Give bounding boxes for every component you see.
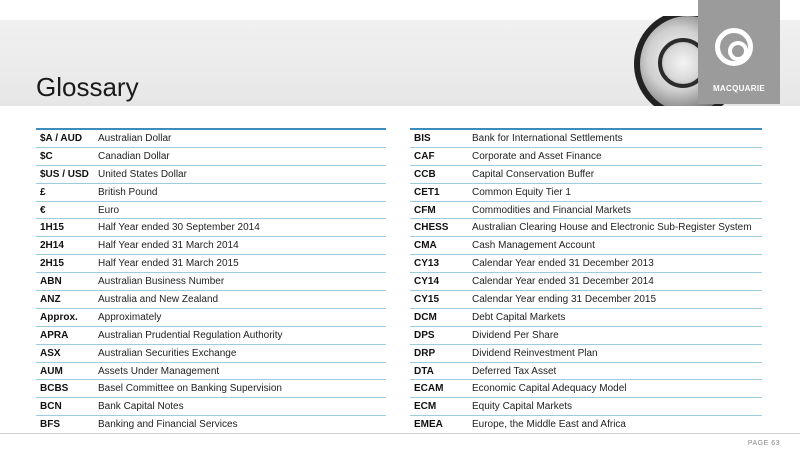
glossary-term: CHESS	[414, 222, 449, 234]
glossary-term: CFM	[414, 204, 436, 216]
glossary-row	[36, 166, 386, 184]
glossary-definition: Assets Under Management	[98, 365, 220, 377]
glossary-row	[36, 345, 386, 363]
glossary-term: CY14	[414, 276, 440, 288]
glossary-term: CY13	[414, 258, 440, 270]
glossary-term: BCN	[40, 401, 62, 413]
glossary-definition: Bank for International Settlements	[472, 132, 623, 144]
glossary-definition: Australia and New Zealand	[98, 293, 219, 305]
logo-icon	[715, 28, 753, 66]
glossary-term: 2H14	[40, 240, 64, 252]
glossary-definition: Equity Capital Markets	[472, 401, 573, 413]
glossary-row	[410, 237, 762, 255]
glossary-term: £	[40, 186, 46, 198]
glossary-row	[410, 380, 762, 398]
glossary-row	[410, 166, 762, 184]
glossary-term: AUM	[40, 365, 63, 377]
glossary-row	[410, 398, 762, 416]
glossary-row	[410, 219, 762, 237]
glossary-term: APRA	[40, 329, 69, 341]
glossary-row	[410, 363, 762, 381]
glossary-term: DRP	[414, 347, 436, 359]
glossary-term: CY15	[414, 293, 440, 305]
glossary-definition: Calendar Year ended 31 December 2013	[472, 258, 654, 270]
glossary-term: 1H15	[40, 222, 64, 234]
glossary-definition: Bank Capital Notes	[98, 401, 184, 413]
glossary-definition: Common Equity Tier 1	[472, 186, 571, 198]
glossary-term: CCB	[414, 168, 436, 180]
glossary-definition: Corporate and Asset Finance	[472, 150, 602, 162]
macquarie-logo	[698, 0, 780, 104]
glossary-definition: Dividend Per Share	[472, 329, 559, 341]
glossary-definition: Capital Conservation Buffer	[472, 168, 595, 180]
glossary-table-left	[36, 128, 386, 434]
glossary-definition: Basel Committee on Banking Supervision	[98, 383, 282, 395]
glossary-definition: Approximately	[98, 311, 162, 323]
glossary-row	[36, 184, 386, 202]
glossary-row	[36, 273, 386, 291]
glossary-row	[36, 327, 386, 345]
glossary-term: DTA	[414, 365, 434, 377]
glossary-row	[36, 416, 386, 434]
glossary-definition: Half Year ended 30 September 2014	[98, 222, 260, 234]
glossary-row	[36, 202, 386, 220]
glossary-row	[36, 380, 386, 398]
glossary-definition: Australian Dollar	[98, 132, 172, 144]
glossary-row	[410, 255, 762, 273]
glossary-row	[410, 273, 762, 291]
glossary-term: $C	[40, 150, 53, 162]
glossary-definition: Calendar Year ended 31 December 2014	[472, 276, 654, 288]
glossary-definition: Commodities and Financial Markets	[472, 204, 631, 216]
glossary-row	[36, 130, 386, 148]
glossary-definition: Debt Capital Markets	[472, 311, 566, 323]
glossary-row	[36, 219, 386, 237]
glossary-row	[410, 416, 762, 434]
glossary-definition: Australian Clearing House and Electronic Sub-Register System	[472, 222, 752, 234]
glossary-row	[36, 291, 386, 309]
glossary-term: DCM	[414, 311, 437, 323]
glossary-definition: Cash Management Account	[472, 240, 595, 252]
glossary-row	[36, 255, 386, 273]
glossary-definition: Deferred Tax Asset	[472, 365, 557, 377]
glossary-definition: Calendar Year ending 31 December 2015	[472, 293, 657, 305]
glossary-definition: Canadian Dollar	[98, 150, 170, 162]
glossary-row	[36, 148, 386, 166]
glossary-term: DPS	[414, 329, 435, 341]
glossary-definition: Dividend Reinvestment Plan	[472, 347, 598, 359]
glossary-definition: Europe, the Middle East and Africa	[472, 419, 626, 431]
glossary-term: 2H15	[40, 258, 64, 270]
glossary-term: ECAM	[414, 383, 444, 395]
glossary-row	[410, 202, 762, 220]
glossary-definition: Economic Capital Adequacy Model	[472, 383, 627, 395]
glossary-definition: Australian Securities Exchange	[98, 347, 237, 359]
glossary-row	[36, 309, 386, 327]
glossary-term: $US / USD	[40, 168, 89, 180]
glossary-definition: Half Year ended 31 March 2014	[98, 240, 239, 252]
page-title: Glossary	[36, 72, 139, 102]
page-number: PAGE 63	[747, 440, 780, 447]
glossary-term: EMEA	[414, 419, 443, 431]
glossary-term: ASX	[40, 347, 61, 359]
glossary-row	[36, 237, 386, 255]
glossary-term: Approx.	[40, 311, 78, 323]
glossary-definition: Australian Business Number	[98, 276, 225, 288]
glossary-definition: British Pound	[98, 186, 158, 198]
glossary-term: $A / AUD	[40, 132, 83, 144]
glossary-term: ANZ	[40, 293, 61, 305]
glossary-row	[410, 327, 762, 345]
glossary-term: BIS	[414, 132, 431, 144]
glossary-term: ECM	[414, 401, 437, 413]
glossary-term: ABN	[40, 276, 62, 288]
glossary-term: €	[40, 204, 46, 216]
glossary-row	[410, 148, 762, 166]
glossary-definition: Half Year ended 31 March 2015	[98, 258, 239, 270]
glossary-term: BCBS	[40, 383, 69, 395]
glossary-row	[410, 291, 762, 309]
glossary-row	[410, 345, 762, 363]
footer-divider	[0, 433, 800, 434]
glossary-definition: United States Dollar	[98, 168, 187, 180]
glossary-row	[410, 130, 762, 148]
glossary-row	[410, 184, 762, 202]
glossary-table-right	[410, 128, 762, 434]
glossary-term: CAF	[414, 150, 435, 162]
glossary-term: BFS	[40, 419, 60, 431]
glossary-row	[36, 398, 386, 416]
glossary-term: CMA	[414, 240, 437, 252]
glossary-term: CET1	[414, 186, 440, 198]
glossary-definition: Australian Prudential Regulation Authority	[98, 329, 283, 341]
logo-text: MACQUARIE	[712, 84, 766, 93]
glossary-row	[410, 309, 762, 327]
glossary-definition: Euro	[98, 204, 120, 216]
glossary-row	[36, 363, 386, 381]
glossary-definition: Banking and Financial Services	[98, 419, 238, 431]
